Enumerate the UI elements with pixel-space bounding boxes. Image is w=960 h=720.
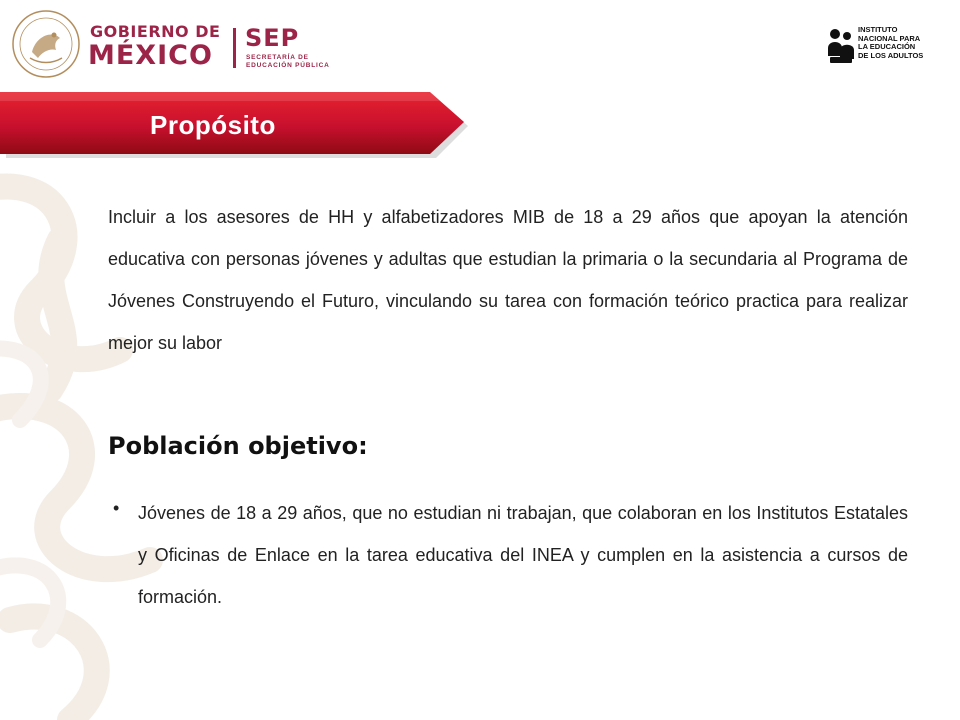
header-divider (233, 28, 236, 68)
inea-logo-text (858, 26, 923, 60)
population-heading: Población objetivo: (108, 432, 368, 460)
inea-line: NACIONAL PARA (858, 33, 921, 43)
inea-line: LA EDUCACIÓN (858, 42, 916, 52)
sep-logo-text: SEP (245, 24, 300, 52)
sep-subtitle (246, 54, 330, 70)
mexico-label: MÉXICO (88, 40, 213, 71)
gobierno-de-label: GOBIERNO DE (90, 22, 221, 41)
section-title: Propósito (150, 110, 276, 140)
inea-line: INSTITUTO (858, 25, 898, 34)
population-paragraph: Jóvenes de 18 a 29 años, que no estudian ni trabajan, que colaboran en los Institutos Estatales y Oficinas de Enlace en la tarea educativa del INEA y cumplen en la asistencia a cursos de formación. (138, 503, 908, 607)
mexico-coat-of-arms-icon (10, 8, 82, 80)
bullet-marker: • (113, 498, 120, 518)
inea-line: DE LOS ADULTOS (858, 50, 924, 60)
sep-subtitle-line1: SECRETARÍA DE (246, 54, 309, 61)
sep-subtitle-line2: EDUCACIÓN PÚBLICA (246, 62, 330, 69)
header (0, 0, 960, 80)
inea-people-icon (826, 26, 856, 66)
purpose-paragraph: Incluir a los asesores de HH y alfabetizadores MIB de 18 a 29 años que apoyan la atención educativa con personas jóvenes y adultas que estudian la primaria o la secundaria al Programa de Jóvenes Construyendo el Futuro, vinculando su tarea con formación teórico practica para realizar mejor su labor (108, 207, 908, 353)
